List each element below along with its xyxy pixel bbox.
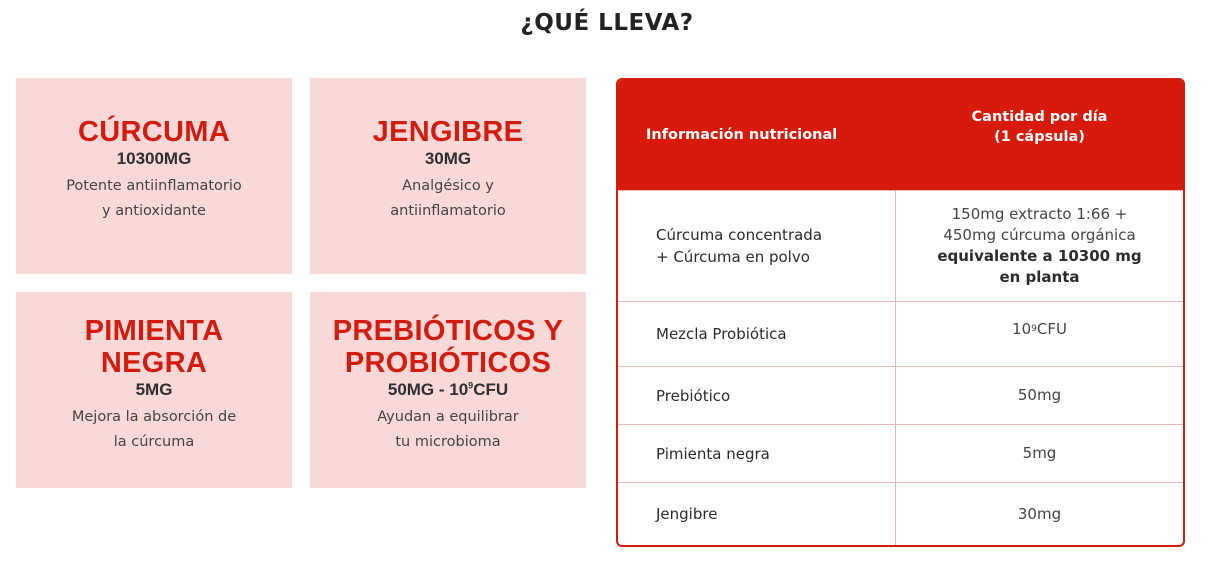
value-bold-line: en planta xyxy=(999,268,1080,286)
row-value: 30mg xyxy=(1017,504,1062,523)
table-row xyxy=(618,301,1183,366)
ingredient-name-line1: PIMIENTA xyxy=(84,315,224,347)
ingredient-name-line2: NEGRA xyxy=(100,347,208,379)
ingredient-description: Mejora la absorción de la cúrcuma xyxy=(71,409,237,450)
ingredient-dose xyxy=(388,380,508,400)
table-row xyxy=(618,424,1183,482)
value-line: 150mg extracto 1:66 + xyxy=(951,205,1128,223)
value-base: 10 xyxy=(1012,319,1032,338)
nutrition-table xyxy=(616,78,1185,547)
ingredient-name-line1: PREBIÓTICOS Y xyxy=(332,315,564,347)
ingredient-description: Analgésico y antiinflamatorio xyxy=(390,178,506,219)
header-daily-amount: Cantidad por día (1 cápsula) xyxy=(971,109,1108,145)
header-nutrition-info: Información nutricional xyxy=(646,127,838,143)
ingredient-dose: 10300MG xyxy=(116,149,192,168)
ingredient-card-prebioticos-probioticos xyxy=(310,292,586,488)
ingredient-description: Ayudan a equilibrar tu microbioma xyxy=(377,409,519,450)
table-row xyxy=(618,482,1183,545)
table-row xyxy=(618,366,1183,424)
dose-unit: CFU xyxy=(473,380,509,399)
value-line: 450mg cúrcuma orgánica xyxy=(943,226,1136,244)
row-label: Cúrcuma concentrada + Cúrcuma en polvo xyxy=(618,191,896,301)
ingredient-name: JENGIBRE xyxy=(372,116,524,148)
row-label: Mezcla Probiótica xyxy=(618,302,896,366)
row-value: 5mg xyxy=(1022,444,1057,462)
row-value xyxy=(896,191,1183,301)
ingredient-description: Potente antiinflamatorio y antioxidante xyxy=(66,178,242,219)
ingredient-card-jengibre xyxy=(310,78,586,274)
row-value: 50mg xyxy=(1017,386,1062,404)
section-title: ¿QUÉ LLEVA? xyxy=(520,10,694,36)
ingredient-dose: 30MG xyxy=(424,149,472,168)
ingredient-card-curcuma xyxy=(16,78,292,274)
ingredient-card-pimienta-negra xyxy=(16,292,292,488)
row-label: Pimienta negra xyxy=(618,425,896,482)
dose-exponent: 9 xyxy=(468,380,474,391)
ingredient-dose: 5MG xyxy=(135,380,173,399)
ingredient-name: CÚRCUMA xyxy=(78,116,230,148)
table-row xyxy=(618,190,1183,301)
dose-base: 50MG - 10 xyxy=(387,380,469,399)
value-unit: CFU xyxy=(1036,319,1067,338)
ingredient-name-line2: PROBIÓTICOS xyxy=(344,347,552,379)
row-value: 10 9 CFU xyxy=(1012,319,1067,338)
value-bold-line: equivalente a 10300 mg xyxy=(937,247,1142,265)
table-header xyxy=(618,80,1183,190)
row-label: Jengibre xyxy=(618,483,896,545)
row-label: Prebiótico xyxy=(618,367,896,424)
